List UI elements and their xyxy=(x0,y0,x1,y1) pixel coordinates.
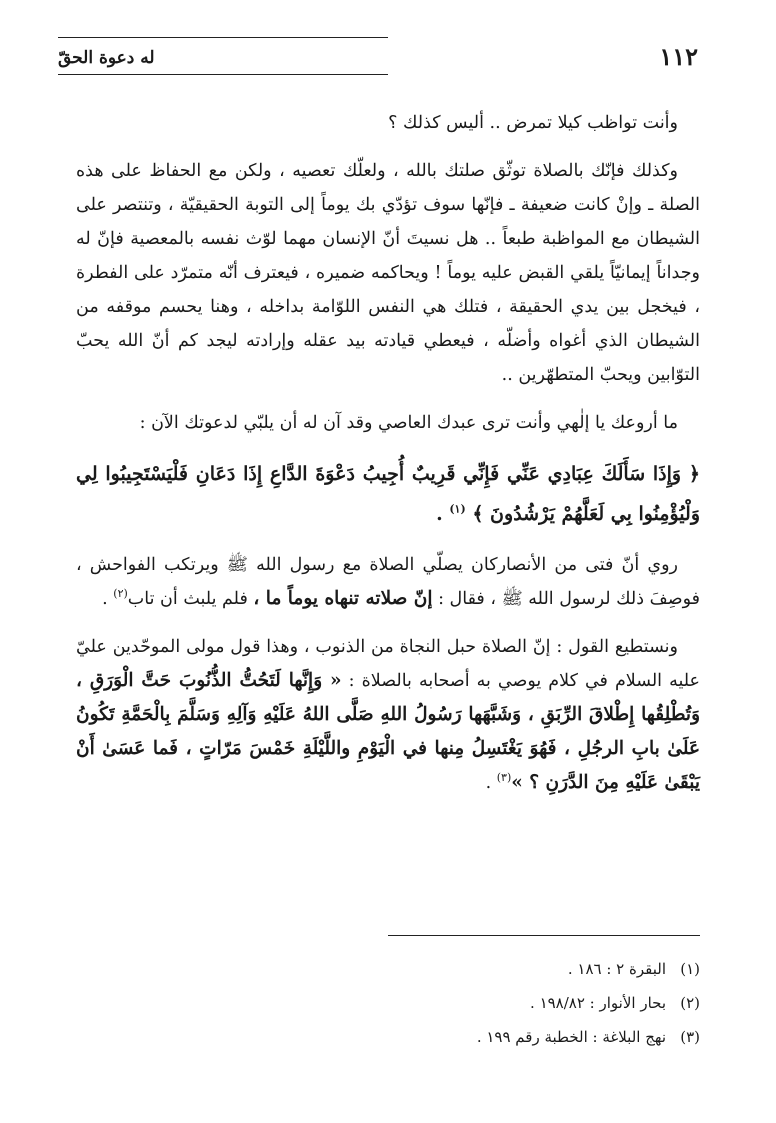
footnote-text: بحار الأنوار : ١٩٨/٨٢ . xyxy=(530,994,666,1012)
footnote-text: البقرة ٢ : ١٨٦ . xyxy=(567,960,666,978)
paragraph-3: ما أروعك يا إلٰهي وأنت ترى عبدك العاصي وقد آن له أن يلبّي لدعوتك الآن : xyxy=(139,413,678,433)
main-text xyxy=(76,106,700,814)
quran-verse-text: ﴿ وَإِذَا سَأَلَكَ عِبَادِي عَنِّي فَإِنِّي قَرِيبٌ أُجِيبُ دَعْوَةَ الدَّاعِ إِذَا دَعَانِ فَلْيَسْتَجِيبُوا لِي وَلْيُؤْمِنُوا بِي لَعَلَّهُمْ يَرْشُدُونَ ﴾ xyxy=(76,463,700,525)
header-rule xyxy=(58,74,388,75)
paragraph-5: ونستطيع القول : إنّ الصلاة حبل النجاة من الذنوب ، وهذا قول مولى الموحّدين عليّ عليه السلام في كلام يوصي به أصحابه بالصلاة : « وَإِنَّها لَتَحُتُّ الذُّنُوبَ حَتَّ الْوَرَقِ ، وَتُطْلِقُها إِطْلاقَ الرِّبَقِ ، وَشَبَّهَها رَسُولُ اللهِ صَلَّى اللهُ عَلَيْهِ وَآلِهِ وَسَلَّمَ بِالْحَمَّةِ تَكُونُ عَلَىٰ بابِ الرجُلِ ، فَهُوَ يَغْتَسِلُ مِنها في الْيَوْمِ واللَّيْلَةِ خَمْسَ مَرّاتٍ ، فَما عَسَىٰ أَنْ يَبْقَىٰ عَلَيْهِ مِنَ الدَّرَنِ ؟ »$^{(٣)}$ . xyxy=(76,637,700,793)
running-title: له دعوة الحقّ xyxy=(58,48,155,68)
footnote-ref-2: (٢) xyxy=(113,587,128,601)
footnote-ref-3: (٣) xyxy=(496,771,512,785)
quran-verse: ﴿ وَإِذَا سَأَلَكَ عِبَادِي عَنِّي فَإِنِّي قَرِيبٌ أُجِيبُ دَعْوَةَ الدَّاعِ إِذَا دَعَانِ فَلْيَسْتَجِيبُوا لِي وَلْيُؤْمِنُوا بِي لَعَلَّهُمْ يَرْشُدُونَ ﴾ $^{(١)}$ . xyxy=(76,463,700,525)
paragraph-1: وأنت تواظب كيلا تمرض .. أليس كذلك ؟ xyxy=(388,113,678,133)
prophet-quote: إنّ صلاته تنهاه يوماً ما ، xyxy=(253,588,433,609)
paragraph-4-end: فلم يلبث أن تاب xyxy=(127,589,248,609)
header-top-rule xyxy=(58,37,388,38)
page-number: ١١٢ xyxy=(659,42,698,71)
footnote-rule xyxy=(388,935,700,936)
paragraph-4: روي أنّ فتى من الأنصاركان يصلّي الصلاة مع رسول الله ﷺ ويرتكب الفواحش ، فوصِفَ ذلك لرسول الله ﷺ ، فقال : إنّ صلاته تنهاه يوماً ما ، فلم يلبث أن تاب$^{(٢)}$ . xyxy=(76,555,700,609)
imam-quote: « وَإِنَّها لَتَحُتُّ الذُّنُوبَ حَتَّ الْوَرَقِ ، وَتُطْلِقُها إِطْلاقَ الرِّبَقِ ، وَشَبَّهَها رَسُولُ اللهِ صَلَّى اللهُ عَلَيْهِ وَآلِهِ وَسَلَّمَ بِالْحَمَّةِ تَكُونُ عَلَىٰ بابِ الرجُلِ ، فَهُوَ يَغْتَسِلُ مِنها في الْيَوْمِ واللَّيْلَةِ خَمْسَ مَرّاتٍ ، فَما عَسَىٰ أَنْ يَبْقَىٰ عَلَيْهِ مِنَ الدَّرَنِ ؟ » xyxy=(76,670,700,793)
footnote-1 xyxy=(300,952,700,986)
footnotes xyxy=(300,952,700,1054)
footnote-number: (٢) xyxy=(680,994,700,1012)
footnote-ref-1: (١) xyxy=(449,502,466,516)
paragraph-5-text: ونستطيع القول : إنّ الصلاة حبل النجاة من الذنوب ، وهذا قول مولى الموحّدين عليّ عليه السلام في كلام يوصي به أصحابه بالصلاة : xyxy=(76,637,700,691)
footnote-text: نهج البلاغة : الخطبة رقم ١٩٩ . xyxy=(476,1028,666,1046)
footnote-2 xyxy=(300,986,700,1020)
footnote-number: (٣) xyxy=(680,1028,700,1046)
footnote-number: (١) xyxy=(680,960,700,978)
page-header xyxy=(58,42,698,74)
paragraph-2: وكذلك فإنّك بالصلاة توثّق صلتك بالله ، ولعلّك تعصيه ، ولكن مع الحفاظ على هذه الصلة ـ وإنْ كانت ضعيفة ـ فإنّها سوف تؤدّي بك يوماً إلى التوبة الحقيقيّة ، وتنتصر على الشيطان مع المواظبة طبعاً .. هل نسيتَ أنّ الإنسان مهما لوّث نفسه بالمعصية فإنّ له وجداناً إيمانيّاً يلقي القبض عليه يوماً ! ويحاكمه ضميره ، فيعترف أنّه متمرّد على الفطرة ، فيخجل بين يدي الحقيقة ، فتلك هي النفس اللوّامة بداخله ، وهنا يحسم موقفه من الشيطان الذي أغواه وأضلّه ، فيعطي قيادته بيد عقله وإرادته ليجد كم أنّ الله يحبّ التوّابين ويحبّ المتطهّرين .. xyxy=(76,161,700,385)
paragraph-4-text: روي أنّ فتى من الأنصاركان يصلّي الصلاة مع رسول الله ﷺ ويرتكب الفواحش ، فوصِفَ ذلك لرسول الله ﷺ ، فقال : xyxy=(76,555,700,609)
footnote-3 xyxy=(300,1020,700,1054)
